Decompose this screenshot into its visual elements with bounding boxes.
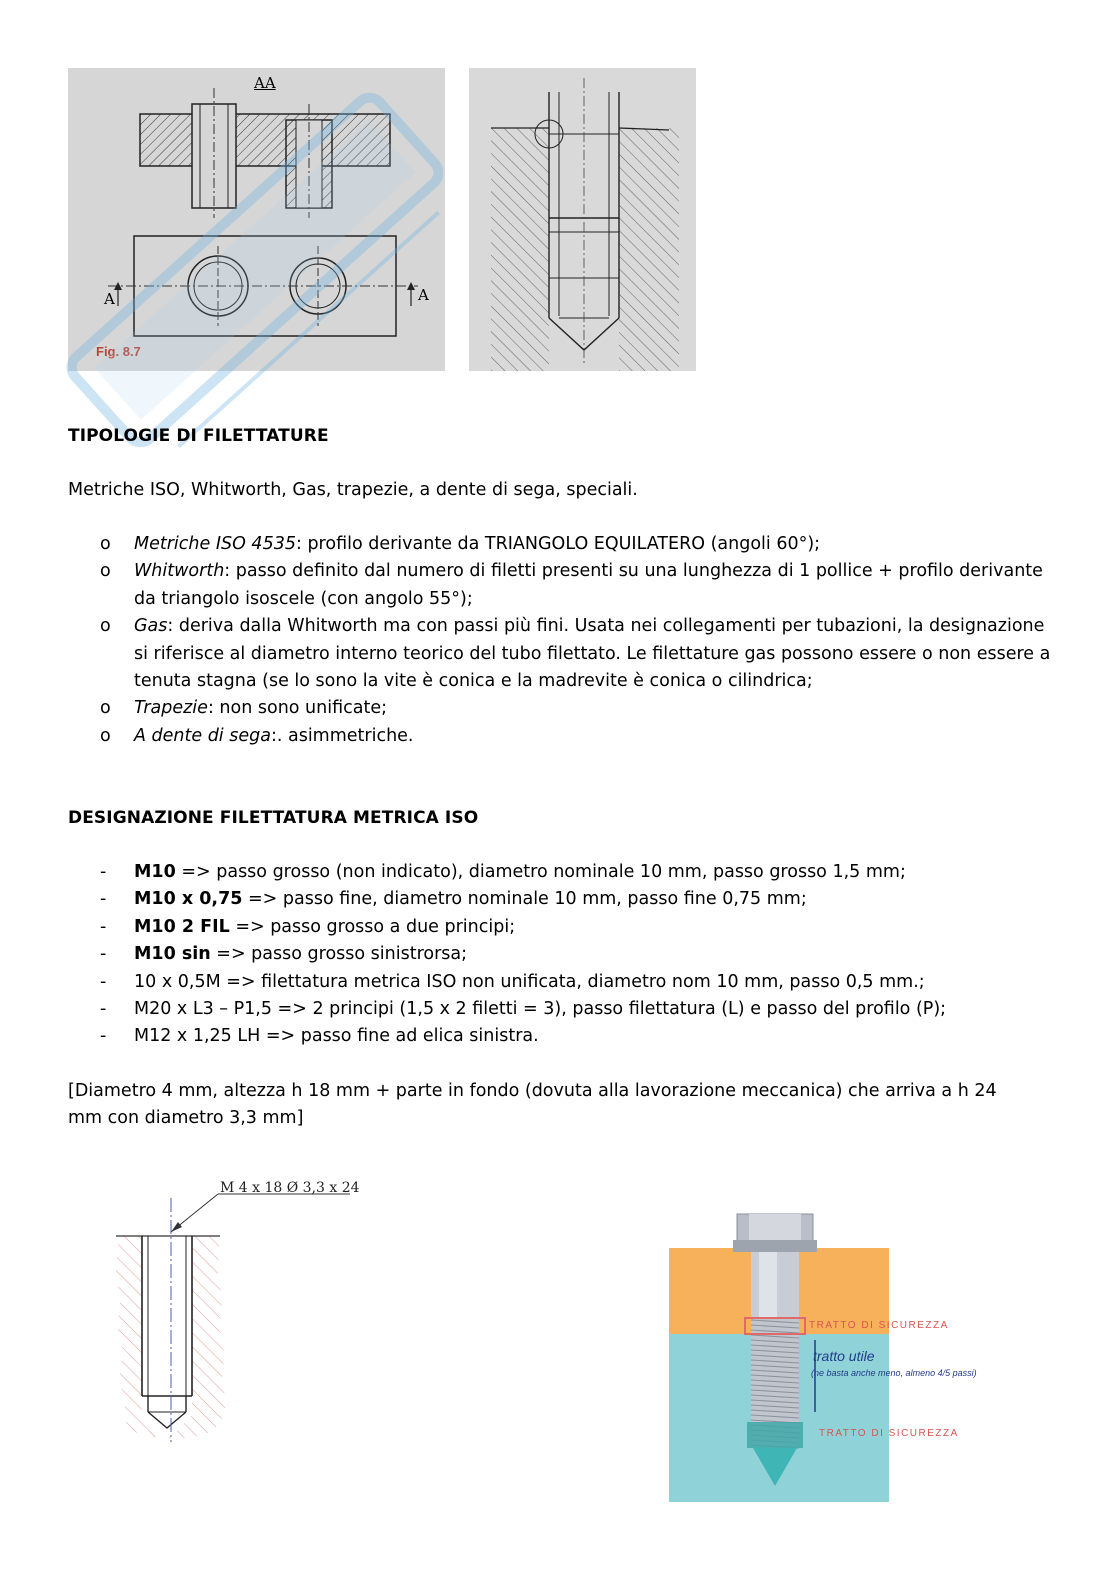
bullet-marker: - bbox=[100, 862, 107, 882]
bullet-marker: o bbox=[100, 725, 111, 746]
list-item bbox=[100, 914, 1060, 941]
list-item bbox=[100, 941, 1060, 968]
bullet-marker: - bbox=[100, 971, 107, 992]
thread-type-description: : passo definito dal numero di filetti presenti su una lunghezza di 1 pollice + profilo derivante da triangolo isoscele (con angolo 55°); bbox=[134, 561, 1043, 609]
bullet-marker: o bbox=[100, 534, 111, 554]
blind-hole-drawing bbox=[469, 68, 696, 371]
bullet-marker: - bbox=[100, 999, 107, 1020]
list-item bbox=[100, 723, 1060, 750]
designation-description: => passo grosso (non indicato), diametro nominale 10 mm, passo grosso 1,5 mm; bbox=[175, 862, 906, 882]
section-header-label: AA bbox=[254, 74, 276, 92]
designation-code: M10 sin bbox=[134, 944, 211, 965]
bullet-marker: - bbox=[100, 944, 107, 965]
bullet-marker: - bbox=[100, 1026, 107, 1047]
thread-type-description: :. asimmetriche. bbox=[270, 725, 414, 746]
section-aa-drawing bbox=[68, 68, 445, 371]
list-item bbox=[100, 695, 1060, 722]
designation-list bbox=[100, 859, 1060, 1051]
list-item bbox=[100, 558, 1060, 613]
label-safety-zone-top: TRATTO DI SICUREZZA bbox=[809, 1320, 949, 1331]
thread-types-list bbox=[100, 531, 1060, 750]
figure-bolt-joint bbox=[669, 1196, 1089, 1502]
designation-code: M10 2 FIL bbox=[134, 916, 230, 937]
bullet-marker: o bbox=[100, 616, 111, 637]
thread-type-term: A dente di sega bbox=[134, 725, 271, 746]
list-item bbox=[100, 886, 1060, 913]
dimension-note: [Diametro 4 mm, altezza h 18 mm + parte in fondo (dovuta alla lavorazione meccanica) che arriva a h 24 mm con diametro 3,3 mm] bbox=[68, 1081, 997, 1128]
figure-blind-hole bbox=[469, 68, 696, 371]
figure-section-aa bbox=[68, 68, 445, 371]
designation-description: 10 x 0,5M => filettatura metrica ISO non unificata, diametro nom 10 mm, passo 0,5 mm.; bbox=[134, 971, 925, 992]
bullet-marker: o bbox=[100, 561, 111, 582]
section-arrow-label-right: A bbox=[418, 286, 429, 304]
thread-type-term: Metriche ISO 4535 bbox=[134, 534, 296, 554]
designation-description: M12 x 1,25 LH => passo fine ad elica sinistra. bbox=[134, 1026, 539, 1047]
bullet-marker: - bbox=[100, 916, 107, 937]
thread-type-term: Whitworth bbox=[134, 561, 225, 582]
list-item bbox=[100, 1023, 1060, 1050]
figure-tapped-hole bbox=[100, 1170, 400, 1450]
tapped-hole-drawing bbox=[100, 1170, 400, 1450]
label-useful-length: tratto utile bbox=[813, 1348, 875, 1364]
list-item bbox=[100, 969, 1060, 996]
thread-type-term: Gas bbox=[134, 616, 168, 637]
figure-caption: Fig. 8.7 bbox=[96, 344, 141, 359]
section-arrow-label-left: A bbox=[104, 290, 115, 308]
label-safety-zone-bottom: TRATTO DI SICUREZZA bbox=[819, 1428, 959, 1439]
thread-type-description: : profilo derivante da TRIANGOLO EQUILATERO (angoli 60°); bbox=[295, 534, 821, 554]
thread-type-term: Trapezie bbox=[134, 698, 208, 719]
section-intro: Metriche ISO, Whitworth, Gas, trapezie, a dente di sega, speciali. bbox=[68, 480, 638, 500]
designation-description: => passo fine, diametro nominale 10 mm, passo fine 0,75 mm; bbox=[242, 889, 807, 910]
designation-description: => passo grosso sinistrorsa; bbox=[210, 944, 468, 965]
bullet-marker: - bbox=[100, 889, 107, 910]
bolt-joint-drawing bbox=[669, 1196, 1089, 1502]
section-heading-tipologie: TIPOLOGIE DI FILETTATURE bbox=[68, 426, 329, 446]
thread-annotation: M 4 x 18 Ø 3,3 x 24 bbox=[220, 1180, 360, 1196]
designation-code: M10 bbox=[134, 862, 176, 882]
section-heading-designazione: DESIGNAZIONE FILETTATURA METRICA ISO bbox=[68, 808, 479, 828]
thread-type-description: : deriva dalla Whitworth ma con passi più fini. Usata nei collegamenti per tubazioni, la designazione si riferisce al diametro interno teorico del tubo filettato. Le filettature gas possono essere o non essere a tenuta stagna (se lo sono la vite è conica e la madrevite è conica o cilindrica; bbox=[134, 616, 1051, 692]
label-useful-length-note: (ne basta anche meno, almeno 4/5 passi) bbox=[811, 1368, 977, 1378]
bullet-marker: o bbox=[100, 698, 111, 719]
designation-description: M20 x L3 – P1,5 => 2 principi (1,5 x 2 filetti = 3), passo filettatura (L) e passo del profilo (P); bbox=[134, 999, 947, 1020]
list-item bbox=[100, 996, 1060, 1023]
designation-description: => passo grosso a due principi; bbox=[229, 916, 516, 937]
list-item bbox=[100, 859, 1060, 886]
thread-type-description: : non sono unificate; bbox=[207, 698, 387, 719]
designation-code: M10 x 0,75 bbox=[134, 889, 243, 910]
list-item bbox=[100, 613, 1060, 695]
list-item bbox=[100, 531, 1060, 558]
